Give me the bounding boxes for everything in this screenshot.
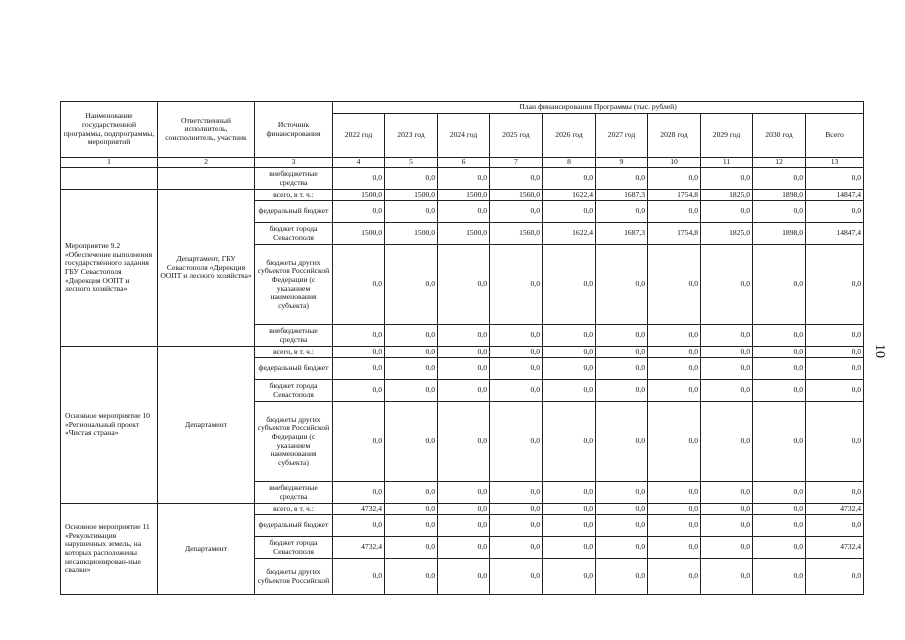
amount-cell: 0,0 (490, 504, 543, 515)
amount-cell: 0,0 (648, 482, 701, 504)
amount-cell: 0,0 (333, 482, 385, 504)
amount-cell: 0,0 (806, 201, 864, 223)
amount-cell: 1560,0 (490, 223, 543, 245)
column-number: 2 (158, 158, 255, 168)
amount-cell: 0,0 (701, 201, 753, 223)
table-row (61, 347, 864, 358)
amount-cell: 0,0 (333, 380, 385, 402)
funding-source: бюджеты других субъектов Российской (255, 559, 333, 595)
amount-cell: 1622,4 (543, 223, 596, 245)
header-column-numbers (61, 158, 864, 168)
column-number: 10 (648, 158, 701, 168)
amount-cell: 0,0 (753, 245, 806, 325)
amount-cell: 0,0 (490, 245, 543, 325)
amount-cell: 0,0 (333, 201, 385, 223)
amount-cell: 1622,4 (543, 190, 596, 201)
activity-name: Мероприятие 9.2 «Обеспечение выполнения государственного задания ГБУ Севастополя «Дирекция ООПТ и лесного хозяйства» (61, 190, 158, 347)
amount-cell: 0,0 (648, 201, 701, 223)
amount-cell: 0,0 (701, 245, 753, 325)
amount-cell: 1560,0 (490, 190, 543, 201)
amount-cell: 0,0 (438, 537, 490, 559)
amount-cell: 0,0 (701, 482, 753, 504)
amount-cell: 1754,8 (648, 223, 701, 245)
column-number: 4 (333, 158, 385, 168)
amount-cell: 0,0 (701, 380, 753, 402)
amount-cell: 0,0 (543, 504, 596, 515)
amount-cell: 0,0 (333, 358, 385, 380)
amount-cell: 0,0 (753, 358, 806, 380)
amount-cell: 1687,3 (596, 190, 648, 201)
activity-name (61, 168, 158, 190)
amount-cell: 0,0 (333, 347, 385, 358)
amount-cell: 0,0 (385, 537, 438, 559)
amount-cell: 0,0 (490, 347, 543, 358)
funding-source: бюджет города Севастополя (255, 223, 333, 245)
funding-source: внебюджетные средства (255, 482, 333, 504)
amount-cell: 0,0 (753, 168, 806, 190)
amount-cell: 0,0 (806, 515, 864, 537)
amount-cell: 0,0 (806, 559, 864, 595)
amount-cell: 0,0 (806, 325, 864, 347)
header-source: Источник финансирования (255, 102, 333, 158)
amount-cell: 0,0 (596, 245, 648, 325)
amount-cell: 0,0 (596, 168, 648, 190)
amount-cell: 0,0 (438, 515, 490, 537)
amount-cell: 0,0 (385, 168, 438, 190)
activity-executor: Департамент (158, 504, 255, 595)
amount-cell: 0,0 (490, 559, 543, 595)
column-number: 12 (753, 158, 806, 168)
amount-cell: 0,0 (438, 245, 490, 325)
header-year: 2023 год (385, 114, 438, 158)
amount-cell: 0,0 (543, 325, 596, 347)
header-executor: Ответственный исполнитель, соисполнитель, участник (158, 102, 255, 158)
column-number: 5 (385, 158, 438, 168)
table-row (61, 190, 864, 201)
amount-cell: 0,0 (596, 325, 648, 347)
amount-cell: 0,0 (385, 201, 438, 223)
amount-cell: 0,0 (806, 358, 864, 380)
amount-cell: 0,0 (333, 515, 385, 537)
amount-cell: 0,0 (806, 168, 864, 190)
amount-cell: 0,0 (596, 559, 648, 595)
funding-source: внебюджетные средства (255, 325, 333, 347)
header-year: 2029 год (701, 114, 753, 158)
funding-source: бюджет города Севастополя (255, 380, 333, 402)
amount-cell: 0,0 (490, 358, 543, 380)
amount-cell: 0,0 (648, 515, 701, 537)
amount-cell: 0,0 (490, 380, 543, 402)
financing-table (60, 101, 864, 595)
column-number: 7 (490, 158, 543, 168)
amount-cell: 0,0 (333, 559, 385, 595)
amount-cell: 0,0 (385, 515, 438, 537)
amount-cell: 4732,4 (333, 537, 385, 559)
table-row (61, 168, 864, 190)
amount-cell: 0,0 (385, 245, 438, 325)
funding-source: бюджет города Севастополя (255, 537, 333, 559)
header-year: 2025 год (490, 114, 543, 158)
amount-cell: 0,0 (648, 168, 701, 190)
amount-cell: 0,0 (385, 559, 438, 595)
activity-executor (158, 168, 255, 190)
amount-cell: 0,0 (438, 358, 490, 380)
amount-cell: 0,0 (333, 402, 385, 482)
column-number: 9 (596, 158, 648, 168)
amount-cell: 0,0 (806, 402, 864, 482)
amount-cell: 0,0 (490, 201, 543, 223)
column-number: 13 (806, 158, 864, 168)
amount-cell: 4732,4 (806, 504, 864, 515)
amount-cell: 0,0 (806, 380, 864, 402)
header-year: 2027 год (596, 114, 648, 158)
amount-cell: 0,0 (333, 245, 385, 325)
amount-cell: 0,0 (648, 245, 701, 325)
amount-cell: 0,0 (753, 325, 806, 347)
header-plan-title: План финансирования Программы (тыс. рублей) (333, 102, 864, 114)
amount-cell: 1825,0 (701, 190, 753, 201)
amount-cell: 1500,0 (333, 190, 385, 201)
column-number: 8 (543, 158, 596, 168)
amount-cell: 0,0 (333, 168, 385, 190)
header-name: Наименование государственной программы, подпрограммы, мероприятий (61, 102, 158, 158)
column-number: 6 (438, 158, 490, 168)
amount-cell: 0,0 (753, 537, 806, 559)
amount-cell: 0,0 (490, 515, 543, 537)
table-row (61, 504, 864, 515)
funding-source: бюджеты других субъектов Российской Федерации (с указанием наименования субъекта) (255, 245, 333, 325)
page-number: 10 (872, 344, 887, 358)
amount-cell: 0,0 (596, 201, 648, 223)
amount-cell: 0,0 (333, 325, 385, 347)
amount-cell: 0,0 (490, 537, 543, 559)
amount-cell: 0,0 (648, 559, 701, 595)
amount-cell: 0,0 (596, 380, 648, 402)
amount-cell: 0,0 (596, 347, 648, 358)
column-number: 1 (61, 158, 158, 168)
header-year: 2030 год (753, 114, 806, 158)
amount-cell: 0,0 (385, 380, 438, 402)
amount-cell: 0,0 (543, 402, 596, 482)
amount-cell: 0,0 (490, 402, 543, 482)
amount-cell: 1898,0 (753, 223, 806, 245)
amount-cell: 0,0 (753, 347, 806, 358)
amount-cell: 1500,0 (333, 223, 385, 245)
amount-cell: 0,0 (385, 325, 438, 347)
header-year: Всего (806, 114, 864, 158)
amount-cell: 0,0 (385, 504, 438, 515)
amount-cell: 0,0 (753, 515, 806, 537)
amount-cell: 0,0 (438, 380, 490, 402)
amount-cell: 1500,0 (385, 223, 438, 245)
amount-cell: 0,0 (596, 358, 648, 380)
activity-name: Основное мероприятие 11 «Рекультивация нарушенных земель, на которых расположены несанкционирован-ные свалки» (61, 504, 158, 595)
amount-cell: 0,0 (806, 347, 864, 358)
amount-cell: 0,0 (596, 504, 648, 515)
amount-cell: 0,0 (701, 402, 753, 482)
amount-cell: 0,0 (385, 347, 438, 358)
amount-cell: 0,0 (543, 482, 596, 504)
amount-cell: 0,0 (490, 482, 543, 504)
amount-cell: 0,0 (543, 347, 596, 358)
amount-cell: 0,0 (701, 168, 753, 190)
amount-cell: 1898,0 (753, 190, 806, 201)
amount-cell: 0,0 (596, 402, 648, 482)
amount-cell: 0,0 (753, 380, 806, 402)
amount-cell: 4732,4 (333, 504, 385, 515)
amount-cell: 1500,0 (385, 190, 438, 201)
amount-cell: 0,0 (596, 537, 648, 559)
amount-cell: 0,0 (648, 537, 701, 559)
amount-cell: 0,0 (438, 325, 490, 347)
amount-cell: 0,0 (648, 325, 701, 347)
amount-cell: 1500,0 (438, 223, 490, 245)
header-year: 2022 год (333, 114, 385, 158)
amount-cell: 0,0 (648, 504, 701, 515)
amount-cell: 1754,8 (648, 190, 701, 201)
amount-cell: 0,0 (438, 201, 490, 223)
amount-cell: 0,0 (753, 402, 806, 482)
amount-cell: 0,0 (596, 482, 648, 504)
funding-source: внебюджетные средства (255, 168, 333, 190)
activity-executor: Департамент (158, 347, 255, 504)
amount-cell: 0,0 (806, 482, 864, 504)
amount-cell: 14847,4 (806, 190, 864, 201)
amount-cell: 1825,0 (701, 223, 753, 245)
activity-name: Основное мероприятие 10 «Региональный проект «Чистая страна» (61, 347, 158, 504)
amount-cell: 0,0 (385, 482, 438, 504)
header-year: 2026 год (543, 114, 596, 158)
amount-cell: 0,0 (648, 358, 701, 380)
header-year: 2024 год (438, 114, 490, 158)
amount-cell: 0,0 (543, 168, 596, 190)
amount-cell: 0,0 (701, 325, 753, 347)
funding-source: федеральный бюджет (255, 358, 333, 380)
amount-cell: 0,0 (543, 515, 596, 537)
amount-cell: 0,0 (438, 504, 490, 515)
amount-cell: 0,0 (438, 559, 490, 595)
amount-cell: 0,0 (596, 515, 648, 537)
funding-source: всего, в т. ч.: (255, 190, 333, 201)
column-number: 3 (255, 158, 333, 168)
amount-cell: 0,0 (438, 347, 490, 358)
amount-cell: 0,0 (648, 402, 701, 482)
amount-cell: 0,0 (543, 358, 596, 380)
amount-cell: 14847,4 (806, 223, 864, 245)
amount-cell: 0,0 (543, 201, 596, 223)
funding-source: всего, в т. ч.: (255, 504, 333, 515)
amount-cell: 0,0 (490, 325, 543, 347)
amount-cell: 0,0 (543, 380, 596, 402)
amount-cell: 0,0 (701, 515, 753, 537)
amount-cell: 0,0 (543, 559, 596, 595)
funding-source: федеральный бюджет (255, 515, 333, 537)
amount-cell: 0,0 (438, 482, 490, 504)
amount-cell: 0,0 (753, 482, 806, 504)
amount-cell: 0,0 (753, 504, 806, 515)
amount-cell: 0,0 (438, 168, 490, 190)
amount-cell: 0,0 (385, 402, 438, 482)
amount-cell: 0,0 (701, 559, 753, 595)
amount-cell: 1500,0 (438, 190, 490, 201)
funding-source: всего, в т. ч.: (255, 347, 333, 358)
amount-cell: 0,0 (438, 402, 490, 482)
amount-cell: 0,0 (490, 168, 543, 190)
header-year: 2028 год (648, 114, 701, 158)
amount-cell: 0,0 (806, 245, 864, 325)
activity-executor: Департамент, ГБУ Севастополя «Дирекция ООПТ и лесного хозяйства» (158, 190, 255, 347)
amount-cell: 4732,4 (806, 537, 864, 559)
column-number: 11 (701, 158, 753, 168)
amount-cell: 0,0 (648, 380, 701, 402)
funding-source: федеральный бюджет (255, 201, 333, 223)
amount-cell: 0,0 (701, 358, 753, 380)
amount-cell: 0,0 (648, 347, 701, 358)
amount-cell: 0,0 (753, 201, 806, 223)
amount-cell: 0,0 (385, 358, 438, 380)
amount-cell: 0,0 (701, 347, 753, 358)
amount-cell: 0,0 (701, 504, 753, 515)
amount-cell: 0,0 (543, 245, 596, 325)
amount-cell: 0,0 (753, 559, 806, 595)
amount-cell: 0,0 (543, 537, 596, 559)
amount-cell: 1687,3 (596, 223, 648, 245)
funding-source: бюджеты других субъектов Российской Федерации (с указанием наименования субъекта) (255, 402, 333, 482)
table-body (61, 168, 864, 595)
amount-cell: 0,0 (701, 537, 753, 559)
